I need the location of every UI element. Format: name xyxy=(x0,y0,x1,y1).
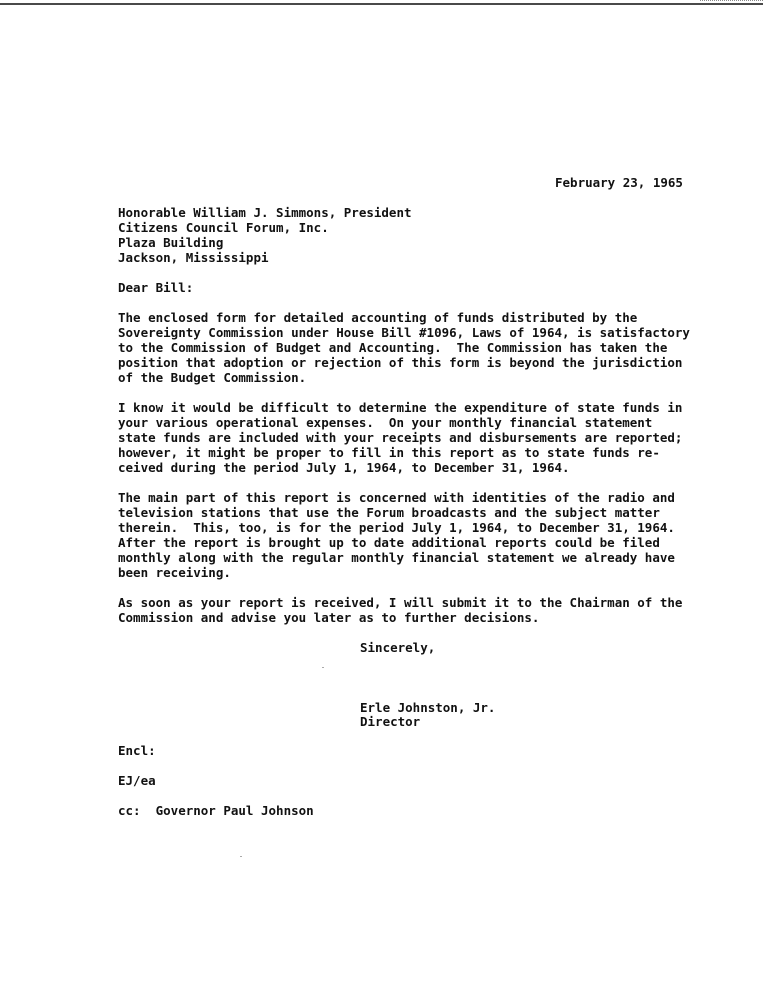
paragraph-line: ceived during the period July 1, 1964, to December 31, 1964. xyxy=(118,460,570,475)
paragraph-line: of the Budget Commission. xyxy=(118,370,307,385)
carbon-copy: cc: Governor Paul Johnson xyxy=(118,803,314,818)
paragraph-line: I know it would be difficult to determine the expenditure of state funds in xyxy=(118,400,683,415)
enclosure-note: Encl: xyxy=(118,743,156,758)
paragraph-line: your various operational expenses. On your monthly financial statement xyxy=(118,415,653,430)
paragraph-line: The main part of this report is concerned with identities of the radio and xyxy=(118,490,675,505)
paragraph-line: been receiving. xyxy=(118,565,231,580)
paragraph-line: position that adoption or rejection of this form is beyond the jurisdiction xyxy=(118,355,683,370)
paragraph-line: therein. This, too, is for the period July 1, 1964, to December 31, 1964. xyxy=(118,520,675,535)
paragraph-line: television stations that use the Forum broadcasts and the subject matter xyxy=(118,505,660,520)
address-line: Honorable William J. Simmons, President xyxy=(118,205,412,220)
salutation: Dear Bill: xyxy=(118,280,194,295)
address-line: Citizens Council Forum, Inc. xyxy=(118,220,329,235)
paragraph-line: state funds are included with your receipts and disbursements are reported; xyxy=(118,430,683,445)
scan-speck xyxy=(322,667,324,668)
body-paragraph-3 xyxy=(118,490,675,580)
paragraph-line: Sovereignty Commission under House Bill #1096, Laws of 1964, is satisfactory xyxy=(118,325,690,340)
top-edge-mark xyxy=(700,0,763,4)
scan-speck xyxy=(240,856,242,857)
paragraph-line: After the report is brought up to date additional reports could be filed xyxy=(118,535,660,550)
paragraph-line: to the Commission of Budget and Accounting. The Commission has taken the xyxy=(118,340,668,355)
closing: Sincerely, xyxy=(360,640,436,655)
paragraph-line: As soon as your report is received, I will submit it to the Chairman of the xyxy=(118,595,683,610)
letter-date: February 23, 1965 xyxy=(555,175,683,190)
address-line: Plaza Building xyxy=(118,235,224,250)
paragraph-line: however, it might be proper to fill in this report as to state funds re- xyxy=(118,445,660,460)
paragraph-line: Commission and advise you later as to further decisions. xyxy=(118,610,540,625)
paragraph-line: The enclosed form for detailed accounting of funds distributed by the xyxy=(118,310,638,325)
typist-initials: EJ/ea xyxy=(118,773,156,788)
signer-title: Director xyxy=(360,714,421,729)
body-paragraph-4 xyxy=(118,595,682,625)
top-edge-rule xyxy=(0,3,763,5)
signer-name: Erle Johnston, Jr. xyxy=(360,700,496,715)
body-paragraph-1 xyxy=(118,310,690,385)
address-line: Jackson, Mississippi xyxy=(118,250,269,265)
paragraph-line: monthly along with the regular monthly financial statement we already have xyxy=(118,550,675,565)
body-paragraph-2 xyxy=(118,400,682,475)
